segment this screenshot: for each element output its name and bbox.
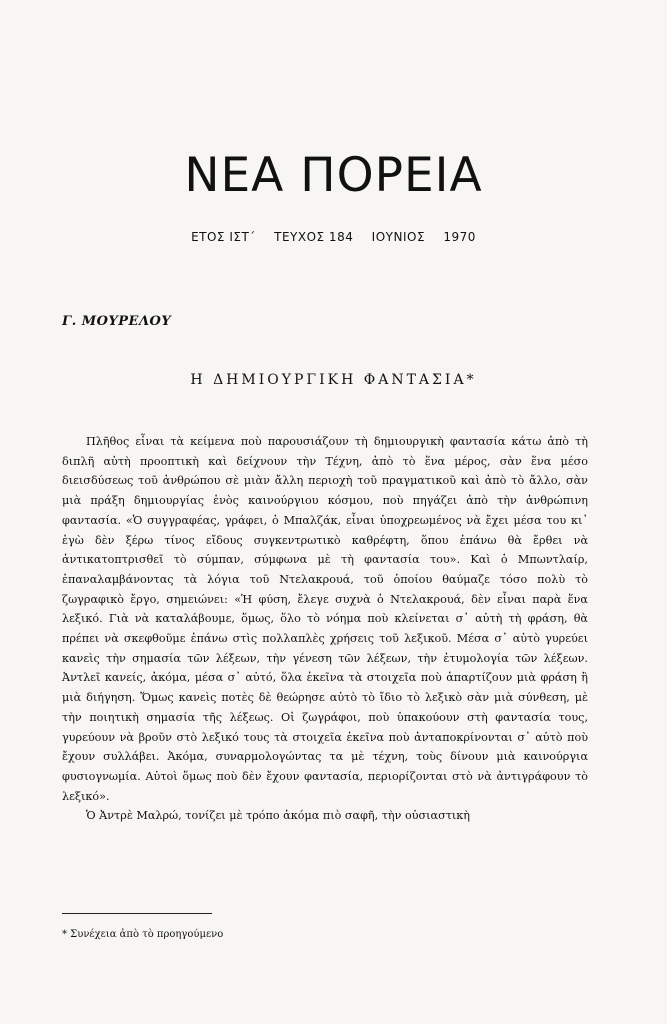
issue-month: ΙΟΥΝΙΟΣ — [371, 230, 426, 244]
magazine-title: ΝΕΑ ΠΟΡΕΙΑ — [184, 148, 483, 203]
footnote-divider — [62, 913, 212, 914]
article-title: Η ΔΗΜΙΟΥΡΓΙΚΗ ΦΑΝΤΑΣΙΑ* — [190, 372, 477, 388]
footnote: * Συνέχεια ἀπὸ τὸ προηγούμενο — [62, 929, 224, 940]
body-paragraph: Ὁ Ἀντρὲ Μαλρώ, τονίζει μὲ τρόπο ἀκόμα πιὸ σαφῆ, τὴν οὐσιαστικὴ — [86, 809, 470, 823]
article-body — [62, 432, 588, 826]
issue-info — [0, 230, 667, 244]
issue-number: ΤΕΥΧΟΣ 184 — [274, 230, 354, 244]
body-paragraph: Πλῆθος εἶναι τὰ κείμενα ποὺ παρουσιάζουν τὴ δημιουργικὴ φαντασία κάτω ἀπὸ τὴ διπλῆ αὐτὴ προοπτικὴ καὶ δείχνουν τὴν Τέχνη, ἀπὸ τὸ ἕνα μέρος, σὰν ἕνα μέσο διεισδύσεως τοῦ ἀνθρώπου σὲ μιὰν ἄλλη περιοχὴ τοῦ πραγματικοῦ καὶ ἀπὸ τὸ ἄλλο, σὰν μιὰ πράξη δημιουργίας ἑνὸς καινούργιου κόσμου, ποὺ πηγάζει ἀπὸ τὴν ἀνθρώπινη φαντασία. «Ὁ συγγραφέας, γράφει, ὁ Μπαλζάκ, εἶναι ὑποχρεωμένος νὰ ἔχει μέσα του κι᾽ ἐγὼ δὲν ξέρω τίνος εἴδους συγκεντρωτικὸ καθρέφτη, ὅπου ἐπάνω θὰ ἔρθει νὰ ἀντικατοπτρισθεῖ τὸ σύμπαν, σύμφωνα μὲ τὴ φαντασία του». Καὶ ὁ Μπωντλαίρ, ἐπαναλαμβάνοντας τὰ λόγια τοῦ Ντελακρουά, τοῦ ὁποίου θαύμαζε τόσο πολὺ τὸ ζωγραφικὸ ἔργο, σημειώνει: «Ἡ φύση, ἔλεγε συχνὰ ὁ Ντελακρουά, δὲν εἶναι παρὰ ἕνα λεξικό. Γιὰ νὰ καταλάβουμε, ὅμως, ὅλο τὸ νόημα ποὺ κλείνεται σ᾽ αὐτὴ τὴ φράση, θὰ πρέπει νὰ σκεφθοῦμε ἐπάνω στὶς πολλαπλὲς χρήσεις τοῦ λεξικοῦ. Μέσα σ᾽ αὐτὸ γυρεύει κανεὶς τὴν σημασία τῶν λέξεων, τὴν γένεση τῶν λέξεων, τὴν ἐτυμολογία τῶν λέξεων. Ἀντλεῖ κανείς, ἀκόμα, μέσα σ᾽ αὐτό, ὅλα ἐκεῖνα τὰ στοιχεῖα ποὺ ἀπαρτίζουν μιὰ φράση ἢ μιὰ διήγηση. Ὅμως κανεὶς ποτὲς δὲ θεώρησε αὐτὸ τὸ ἴδιο τὸ λεξικὸ σὰν μιὰ σύνθεση, μὲ τὴν ποιητικὴ σημασία τῆς λέξεως. Οἱ ζωγράφοι, ποὺ ὑπακούουν στὴ φαντασία τους, γυρεύουν νὰ βροῦν στὸ λεξικό τους τὰ στοιχεῖα ἐκεῖνα ποὺ ἀνταποκρίνονται σ᾽ αὐτὸ ποὺ ἔχουν συλλάβει. Ἀκόμα, συναρμολογώντας τα μὲ τέχνη, τοὺς δίνουν μιὰ καινούργια φυσιογνωμία. Αὐτοὶ ὅμως ποὺ δὲν ἔχουν φαντασία, περιορίζονται στὸ νὰ ἀντιγράφουν τὸ λεξικό». — [62, 435, 588, 803]
volume-year: ΕΤΟΣ ΙΣΤ΄ — [191, 230, 256, 244]
issue-year: 1970 — [443, 230, 476, 244]
article-author: Γ. ΜΟΥΡΕΛΟΥ — [62, 314, 172, 329]
